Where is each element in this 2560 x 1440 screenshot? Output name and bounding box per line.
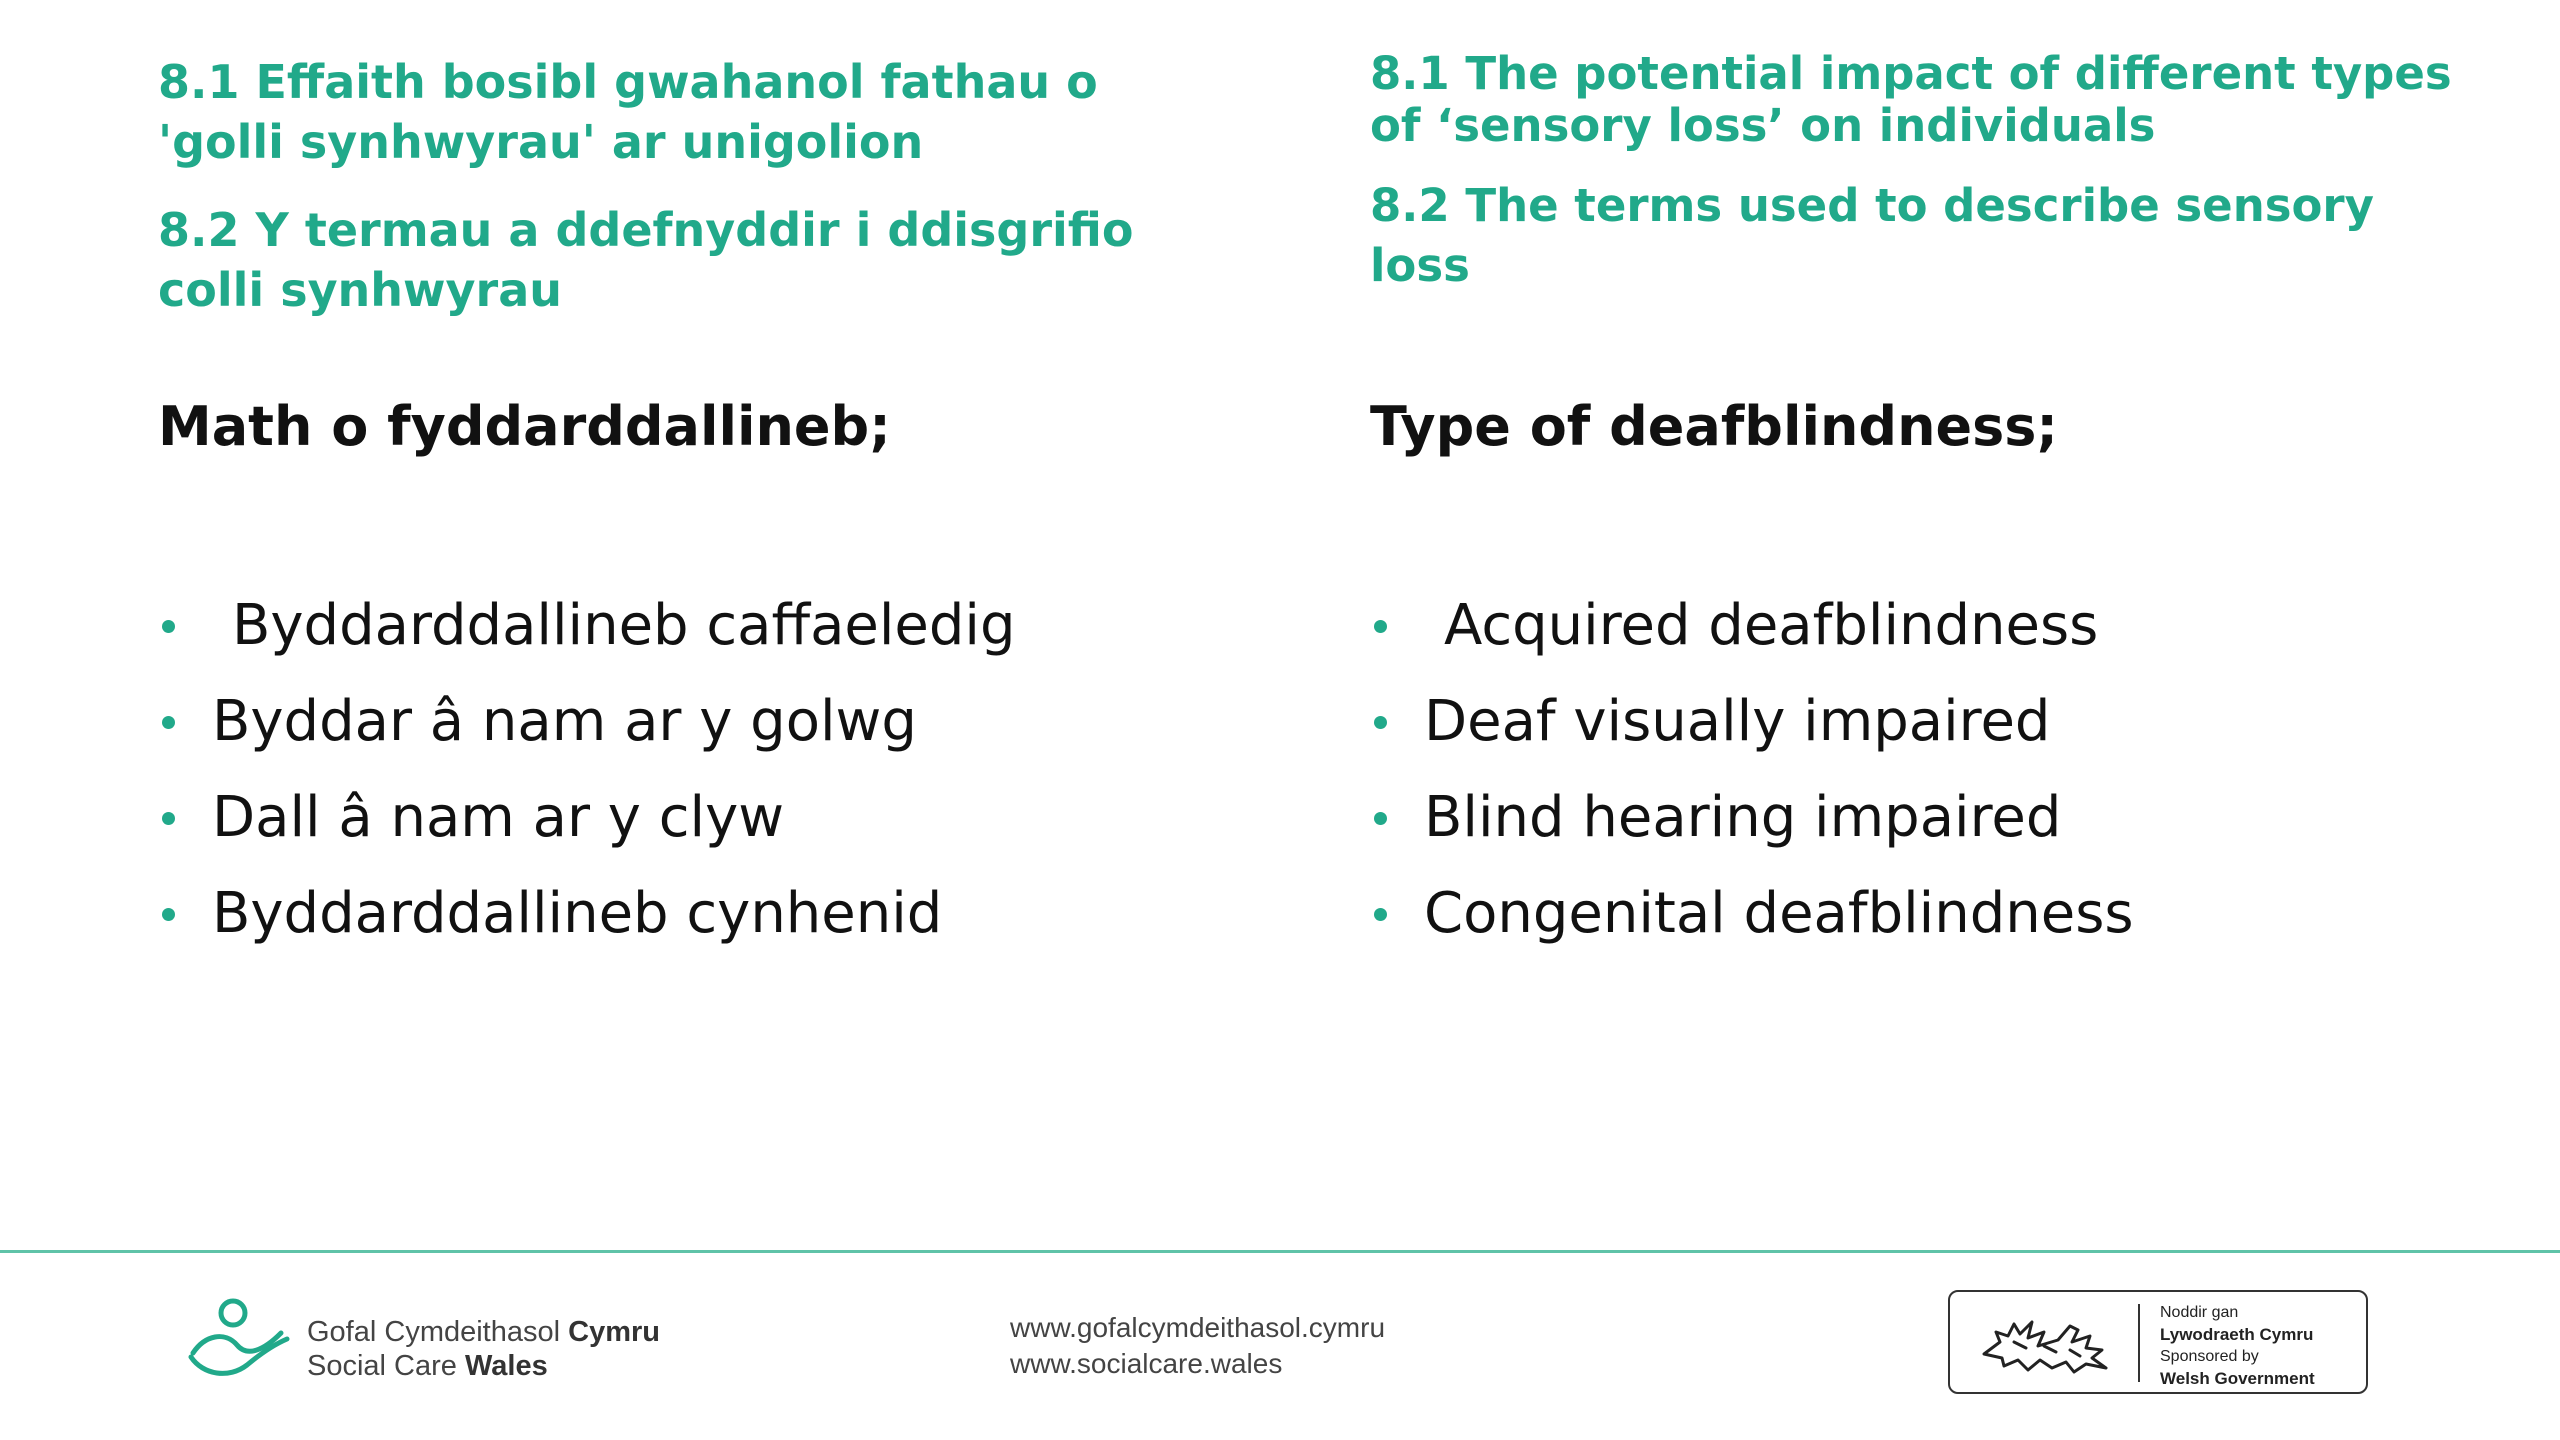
social-care-wales-logo	[185, 1295, 705, 1385]
welsh-dragon-icon	[1974, 1302, 2124, 1386]
list-item-label: Byddar â nam ar y golwg	[212, 689, 917, 754]
social-care-wales-icon	[185, 1295, 295, 1385]
list-item-label: Byddarddallineb cynhenid	[212, 881, 943, 946]
english-objective-8-1: 8.1 The potential impact of different types of ‘sensory loss’ on individuals	[1370, 47, 2452, 152]
footer-urls	[1010, 1310, 1385, 1382]
list-item	[158, 686, 1016, 782]
logo-line-english: Social Care Wales	[307, 1350, 548, 1382]
sponsor-text: Noddir gan Lywodraeth Cymru Sponsored by Welsh Government	[2160, 1304, 2315, 1388]
bullet-icon	[1374, 620, 1387, 633]
welsh-government-badge	[1948, 1290, 2368, 1394]
list-item-label: Acquired deafblindness	[1444, 593, 2099, 658]
list-item	[158, 878, 1016, 974]
welsh-heading: Math o fyddarddallineb;	[158, 395, 891, 458]
list-item	[1370, 878, 2134, 974]
bullet-icon	[162, 812, 175, 825]
list-item	[158, 782, 1016, 878]
english-heading: Type of deafblindness;	[1370, 395, 2059, 458]
list-item-label: Byddarddallineb caffaeledig	[232, 593, 1016, 658]
url-english[interactable]: www.socialcare.wales	[1010, 1348, 1283, 1379]
logo-text	[307, 1315, 660, 1383]
url-welsh[interactable]: www.gofalcymdeithasol.cymru	[1010, 1312, 1386, 1343]
bullet-icon	[1374, 908, 1387, 921]
bullet-icon	[162, 908, 175, 921]
list-item	[1370, 686, 2134, 782]
list-item-label: Blind hearing impaired	[1424, 785, 2062, 850]
badge-separator	[2138, 1304, 2140, 1382]
welsh-terms-list	[158, 590, 1016, 974]
welsh-objective-8-1: 8.1 Effaith bosibl gwahanol fathau o 'golli synhwyrau' ar unigolion	[158, 55, 1098, 169]
english-terms-list	[1370, 590, 2134, 974]
bullet-icon	[162, 716, 175, 729]
list-item-label: Dall â nam ar y clyw	[212, 785, 785, 850]
logo-line-welsh: Gofal Cymdeithasol Cymru	[307, 1316, 660, 1348]
footer-divider	[0, 1250, 2560, 1253]
bullet-icon	[162, 620, 175, 633]
english-objective-8-2: 8.2 The terms used to describe sensory loss	[1370, 179, 2374, 292]
list-item	[1370, 590, 2134, 686]
list-item-label: Deaf visually impaired	[1424, 689, 2051, 754]
list-item-label: Congenital deafblindness	[1424, 881, 2134, 946]
bullet-icon	[1374, 812, 1387, 825]
list-item	[1370, 782, 2134, 878]
welsh-objective-8-2: 8.2 Y termau a ddefnyddir i ddisgrifio colli synhwyrau	[158, 203, 1134, 317]
bullet-icon	[1374, 716, 1387, 729]
list-item	[158, 590, 1016, 686]
